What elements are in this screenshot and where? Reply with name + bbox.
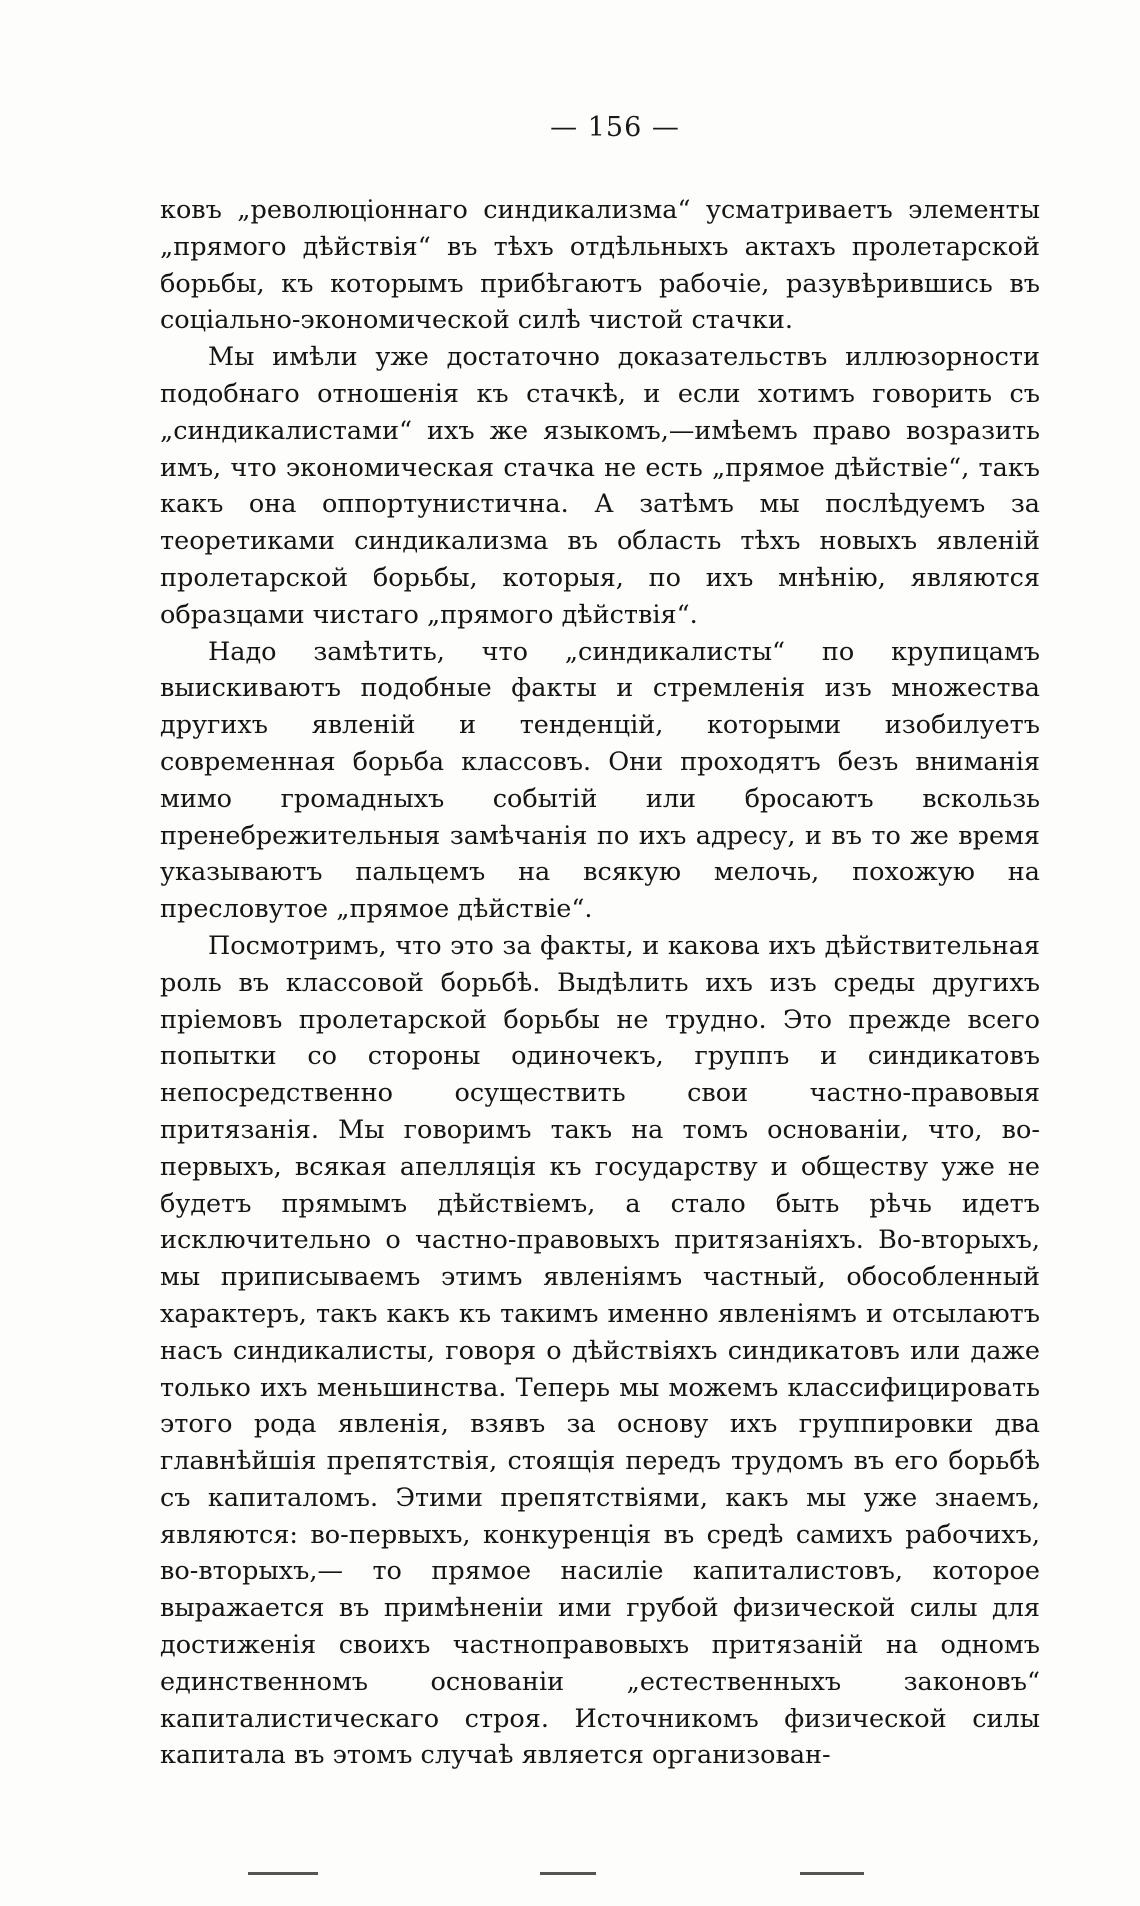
page-number: — 156 —	[550, 112, 680, 143]
footer-mark-center	[540, 1872, 596, 1875]
footer-mark-right	[800, 1872, 864, 1875]
paragraph-3: Надо замѣтить, что „синдикалисты“ по крупицамъ выискиваютъ подобные факты и стремленія изъ множества другихъ явленій и тенденцій, которыми изобилуетъ современная борьба классовъ. Они проходятъ безъ вниманія мимо громадныхъ событій или бросаютъ вскользь пренебрежительныя замѣчанія по ихъ адресу, и въ то же время указываютъ пальцемъ на всякую мелочь, похожую на пресловутое „прямое дѣйствіе“.	[160, 636, 1040, 925]
body-text	[160, 192, 1040, 1774]
paragraph-1: ковъ „революціоннаго синдикализма“ усматриваетъ элементы „прямого дѣйствія“ въ тѣхъ отдѣльныхъ актахъ пролетарской борьбы, къ которымъ прибѣгаютъ рабочіе, разувѣрившись въ соціально-экономической силѣ чистой стачки.	[160, 195, 1040, 336]
paragraph-4: Посмотримъ, что это за факты, и какова ихъ дѣйствительная роль въ классовой борьбѣ. Выдѣлить ихъ изъ среды другихъ пріемовъ пролетарской борьбы не трудно. Это прежде всего попытки со стороны одиночекъ, группъ и синдикатовъ непосредственно осуществить свои частно-правовыя притязанія. Мы говоримъ такъ на томъ основаніи, что, во-первыхъ, всякая апелляція къ государству и обществу уже не будетъ прямымъ дѣйствіемъ, а стало быть рѣчь идетъ исключительно о частно-правовыхъ притязаніяхъ. Во-вторыхъ, мы приписываемъ этимъ явленіямъ частный, обособленный характеръ, такъ какъ къ такимъ именно явленіямъ и отсылаютъ насъ синдикалисты, говоря о дѣйствіяхъ синдикатовъ или даже только ихъ меньшинства. Теперь мы можемъ классифицировать этого рода явленія, взявъ за основу ихъ группировки два главнѣйшія препятствія, стоящія передъ трудомъ въ его борьбѣ съ капиталомъ. Этими препятствіями, какъ мы уже знаемъ, являются: во-первыхъ, конкуренція въ средѣ самихъ рабочихъ, во-вторыхъ,— то прямое насиліе капиталистовъ, которое выражается въ примѣненіи ими грубой физической силы для достиженія своихъ частноправовыхъ притязаній на одномъ единственномъ основаніи „естественныхъ законовъ“ капиталистическаго строя. Источникомъ физической силы капитала въ этомъ случаѣ является организован-	[160, 930, 1040, 1771]
footer-print-marks	[240, 1872, 920, 1876]
paragraph-2: Мы имѣли уже достаточно доказательствъ иллюзорности подобнаго отношенія къ стачкѣ, и если хотимъ говорить съ „синдикалистами“ ихъ же языкомъ,—имѣемъ право возразить имъ, что экономическая стачка не есть „прямое дѣйствіе“, такъ какъ она оппортунистична. А затѣмъ мы послѣдуемъ за теоретиками синдикализма въ область тѣхъ новыхъ явленій пролетарской борьбы, которыя, по ихъ мнѣнію, являются образцами чистаго „прямого дѣйствія“.	[160, 342, 1040, 630]
footer-mark-left	[248, 1872, 318, 1875]
